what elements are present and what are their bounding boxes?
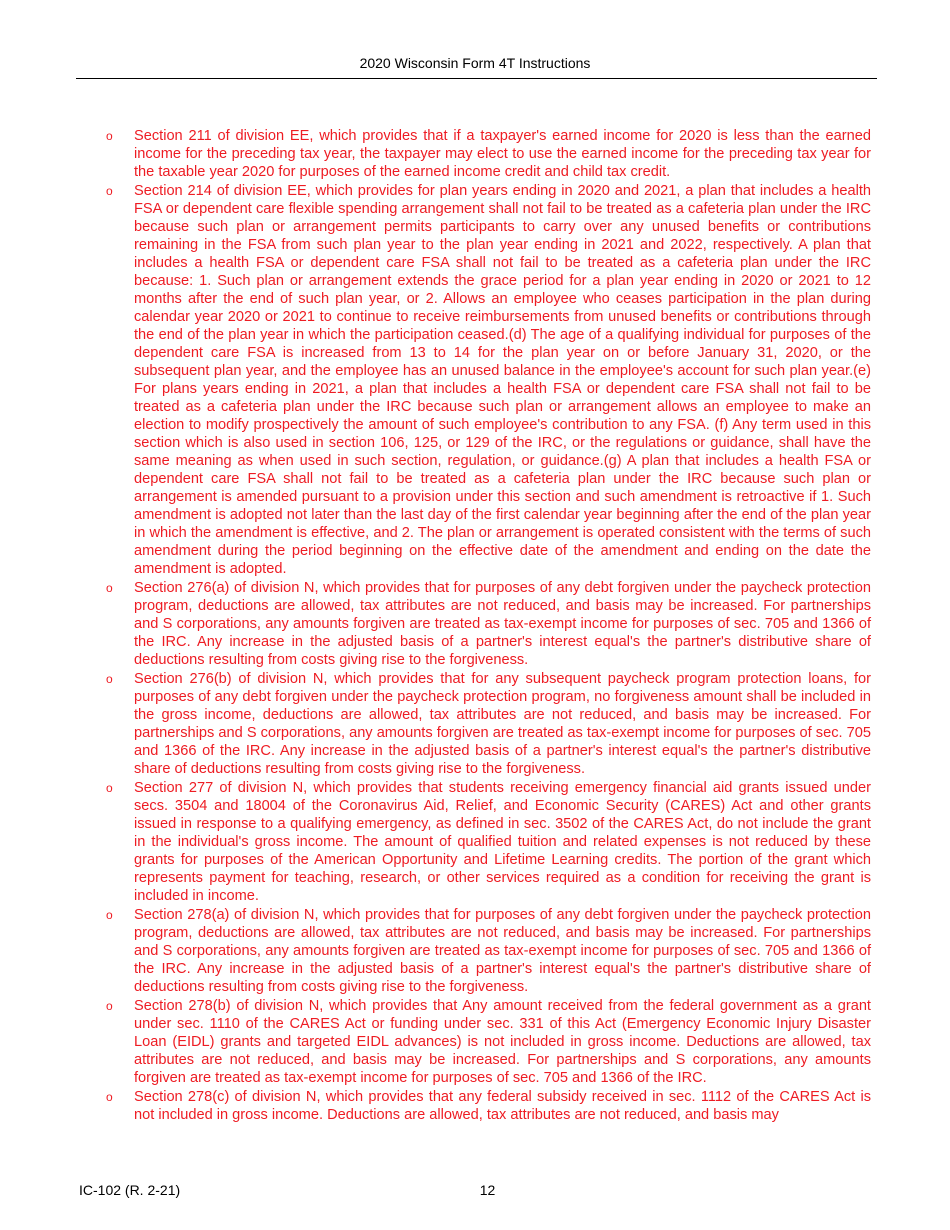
bullet-icon: o [106, 184, 113, 198]
list-item-text: Section 278(a) of division N, which provides that for purposes of any debt forgiven under the paycheck protection program, deductions are allowed, tax attributes are not reduced, and basis may be increased. For partnerships and S corporations, any amounts forgiven are treated as tax-exempt income for purposes of sec. 705 and 1366 of the IRC. Any increase in the adjusted basis of a partner's interest equal's the partner's distributive share of deductions resulting from costs giving rise to the forgiveness. [134, 907, 871, 995]
list-item [76, 779, 871, 905]
list-item [76, 670, 871, 778]
list-item-text: Section 278(c) of division N, which provides that any federal subsidy received in sec. 1112 of the CARES Act is not included in gross income. Deductions are allowed, tax attributes are not reduced, and basis may [134, 1089, 871, 1123]
list-item-text: Section 276(a) of division N, which provides that for purposes of any debt forgiven under the paycheck protection program, deductions are allowed, tax attributes are not reduced, and basis may be increased. For partnerships and S corporations, any amounts forgiven are treated as tax-exempt income for purposes of sec. 705 and 1366 of the IRC. Any increase in the adjusted basis of a partner's interest equal's the partner's distributive share of deductions resulting from costs giving rise to the forgiveness. [134, 580, 871, 668]
page-number: 12 [479, 1182, 496, 1198]
list-item-text: Section 278(b) of division N, which provides that Any amount received from the federal government as a grant under sec. 1110 of the CARES Act or funding under sec. 331 of this Act (Emergency Economic Injury Disaster Loan (EIDL) grants and targeted EIDL advances) is not included in gross income. Deductions are allowed, tax attributes are not reduced, and basis may be increased. For partnerships and S corporations, any amounts forgiven are treated as tax-exempt income for purposes of sec. 705 and 1366 of the IRC. [134, 998, 871, 1086]
page-header-title: 2020 Wisconsin Form 4T Instructions [359, 55, 591, 71]
list-item-text: Section 211 of division EE, which provides that if a taxpayer's earned income for 2020 is less than the earned income for the preceding tax year, the taxpayer may elect to use the earned income for the preceding tax year for the taxable year 2020 for purposes of the earned income credit and child tax credit. [134, 128, 871, 180]
list-item [76, 1088, 871, 1124]
list-item [76, 182, 871, 578]
list-item [76, 997, 871, 1087]
bullet-icon: o [106, 672, 113, 686]
bullet-icon: o [106, 999, 113, 1013]
list-item-text: Section 214 of division EE, which provides for plan years ending in 2020 and 2021, a plan that includes a health FSA or dependent care flexible spending arrangement shall not fail to be treated as a cafeteria plan under the IRC because such plan or arrangement permits participants to carry over any unused benefits or contributions remaining in the FSA from such plan year to the plan year ending in 2021 and 2022, respectively. A plan that includes a health FSA or dependent care FSA shall not fail to be treated as a cafeteria plan under the IRC because: 1. Such plan or arrangement extends the grace period for a plan year ending in 2020 or 2021 to 12 months after the end of such plan year, or 2. Allows an employee who ceases participation in the plan during calendar year 2020 or 2021 to continue to receive reimbursements from unused benefits or contributions through the end of the plan year in which the participation ceased.(d) The age of a qualifying individual for purposes of the dependent care FSA is increased from 13 to 14 for the plan year on or before January 31, 2020, or the subsequent plan year, and the employee has an unused balance in the employee's account for such plan year.(e) For plans years ending in 2021, a plan that includes a health FSA or dependent care FSA shall not fail to be treated as a cafeteria plan under the IRC because such plan or arrangement allows an employee to make an election to modify prospectively the amount of such employee's contribution to any FSA. (f) Any term used in this section which is also used in section 106, 125, or 129 of the IRC, or the regulations or guidance, shall have the same meaning as when used in such section, regulation, or guidance.(g) A plan that includes a health FSA or dependent care FSA shall not fail to be treated as a cafeteria plan under the IRC because such plan or arrangement is amended pursuant to a provision under this section and such amendment is retroactive if 1. Such amendment is adopted not later than the last day of the first calendar year beginning after the end of the plan year in which the amendment is effective, and 2. The plan or arrangement is operated consistent with the terms of such amendment during the period beginning on the effective date of the amendment and ending on the date the amendment is adopted. [134, 183, 871, 577]
list-item [76, 906, 871, 996]
list-item-text: Section 277 of division N, which provides that students receiving emergency financial aid grants issued under secs. 3504 and 18004 of the Coronavirus Aid, Relief, and Economic Security (CARES) Act and other grants issued in response to a qualifying emergency, as defined in sec. 3502 of the CARES Act, do not include the grant in the individual's gross income. The amount of qualified tuition and related expenses is not reduced by these grants for purposes of the American Opportunity and Lifetime Learning credits. The portion of the grant which represents payment for teaching, research, or other services required as a condition for receiving the grant is included in income. [134, 780, 871, 904]
bullet-list [76, 127, 871, 1125]
bullet-icon: o [106, 581, 113, 595]
header-divider [76, 78, 877, 79]
bullet-icon: o [106, 1090, 113, 1104]
list-item [76, 579, 871, 669]
form-identifier: IC-102 (R. 2-21) [79, 1182, 181, 1198]
list-item-text: Section 276(b) of division N, which provides that for any subsequent paycheck program protection loans, for purposes of any debt forgiven under the paycheck protection program, no forgiveness amount shall be included in the gross income, deductions are allowed, tax attributes are not reduced, and basis may be increased. For partnerships and S corporations, any amounts forgiven are treated as tax-exempt income for purposes of sec. 705 and 1366 of the IRC. Any increase in the adjusted basis of a partner's interest equal's the partner's distributive share of deductions resulting from costs giving rise to the forgiveness. [134, 671, 871, 777]
bullet-icon: o [106, 781, 113, 795]
bullet-icon: o [106, 908, 113, 922]
list-item [76, 127, 871, 181]
bullet-icon: o [106, 129, 113, 143]
